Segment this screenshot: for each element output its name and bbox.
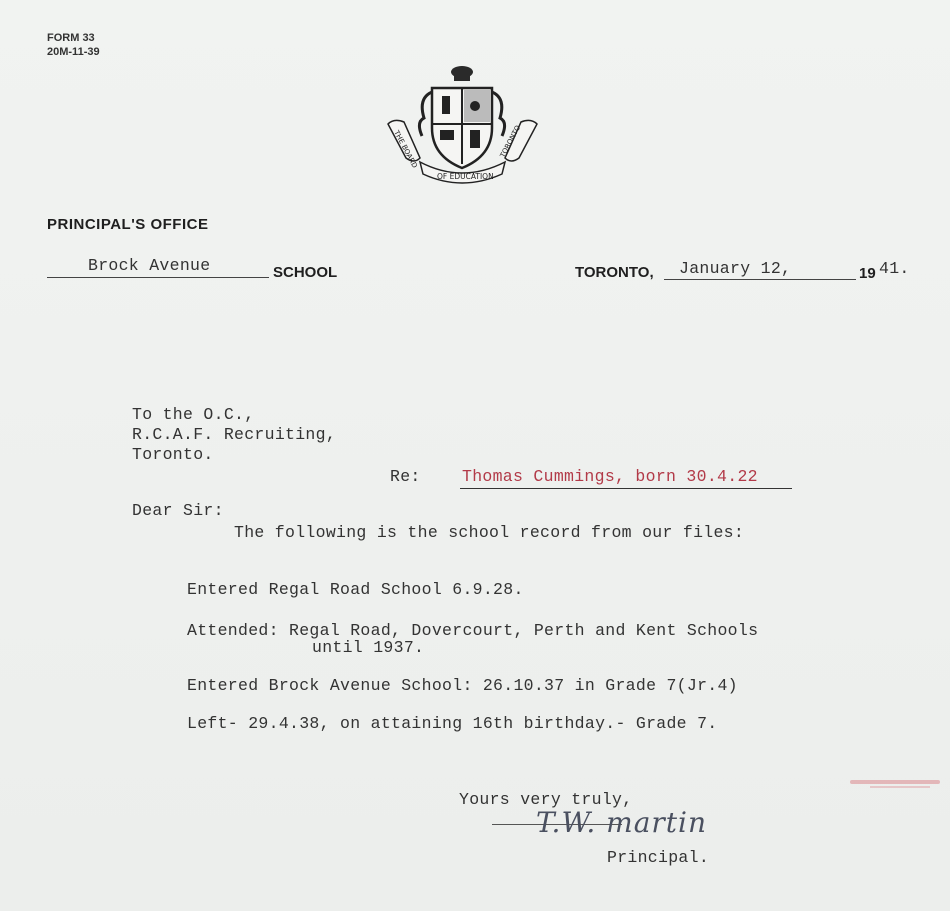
principals-office-heading: PRINCIPAL'S OFFICE: [47, 216, 209, 233]
crest-text-left: THE BOARD: [392, 129, 419, 170]
red-smudge: [850, 780, 940, 784]
record-entry-2-line-1: Attended: Regal Road, Dovercourt, Perth and Kent Schools: [187, 621, 759, 640]
record-entry-3: Entered Brock Avenue School: 26.10.37 in Grade 7(Jr.4): [187, 676, 738, 695]
red-smudge-trace: [870, 786, 930, 788]
board-of-education-crest: [380, 58, 545, 188]
intro-line: The following is the school record from our files:: [234, 523, 745, 542]
school-name: Brock Avenue: [88, 256, 211, 275]
record-entry-2-line-2: until 1937.: [312, 638, 425, 657]
record-entry-1: Entered Regal Road School 6.9.28.: [187, 580, 524, 599]
principal-signature: T.W. martin: [536, 806, 708, 839]
city-label: TORONTO,: [575, 264, 654, 281]
re-label: Re:: [390, 467, 421, 486]
address-line-1: To the O.C.,: [132, 405, 255, 424]
letter-date: January 12,: [679, 259, 792, 278]
address-line-2: R.C.A.F. Recruiting,: [132, 425, 337, 444]
salutation: Dear Sir:: [132, 501, 224, 520]
re-underline: [460, 488, 792, 489]
form-number: FORM 33: [47, 32, 95, 44]
year-suffix: 41.: [879, 259, 910, 278]
address-line-3: Toronto.: [132, 445, 214, 464]
school-label: SCHOOL: [273, 264, 338, 281]
crest-text-bottom: OF EDUCATION: [437, 172, 494, 181]
form-code: 20M-11-39: [47, 46, 100, 58]
principal-title: Principal.: [607, 848, 710, 867]
school-name-rule: [47, 277, 269, 278]
date-rule: [664, 279, 856, 280]
year-prefix: 19: [859, 265, 876, 282]
re-subject: Thomas Cummings, born 30.4.22: [462, 467, 758, 486]
record-entry-4: Left- 29.4.38, on attaining 16th birthday.- Grade 7.: [187, 714, 718, 733]
crest-text-right: TORONTO: [498, 124, 523, 159]
valediction: Yours very truly,: [459, 790, 633, 809]
